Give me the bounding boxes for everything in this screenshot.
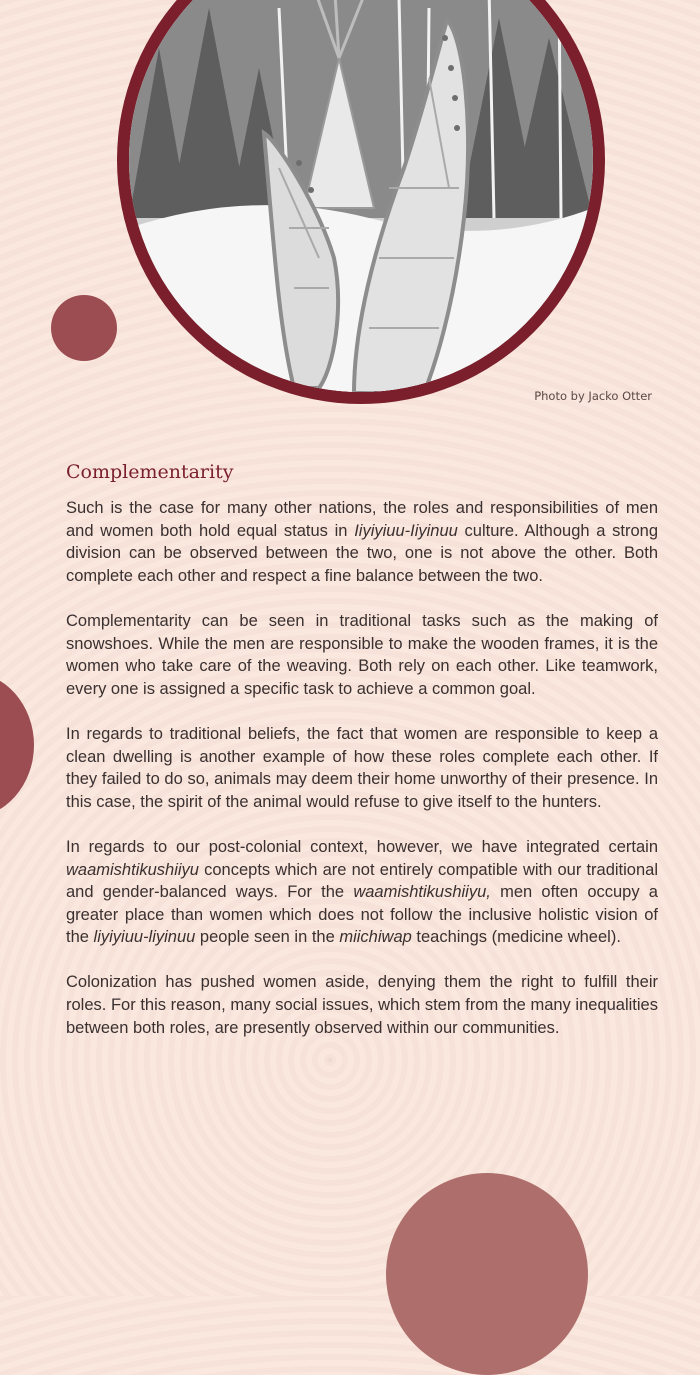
paragraph [66, 971, 658, 1039]
photo-frame [117, 0, 605, 404]
text-run: In regards to our post-colonial context, however, we have integrated certain [66, 837, 658, 856]
text-run: Complementarity can be seen in traditional tasks such as the making of snowshoes. While the men are responsible to make the wooden frames, it is the women who take care of the weaving. Both rely on each other. Like teamwork, every one is assigned a specific task to achieve a common goal. [66, 611, 658, 698]
text-run: concepts which are not entirely compatible with our traditional and gender-balanced ways. For the [66, 860, 658, 902]
section-heading: Complementarity [66, 461, 234, 483]
italic-term: miichiwap [339, 928, 412, 947]
snowshoes-photo [129, 0, 593, 392]
text-run: teachings (medicine wheel). [411, 928, 621, 947]
italic-term: waamishtikushiiyu [66, 860, 199, 879]
text-run: In regards to traditional beliefs, the fact that women are responsible to keep a clean dwelling is another example of how these roles complete each other. If they failed to do so, animals may deem their home unworthy of their presence. In this case, the spirit of the animal would refuse to give itself to the hunters. [66, 724, 658, 811]
paragraph [66, 836, 658, 949]
text-run: men often occupy a greater place than women which does not follow the inclusive holistic vision of the [66, 883, 658, 947]
italic-term: waamishtikushiiyu, [353, 883, 491, 902]
photo-credit: Photo by Jacko Otter [534, 389, 652, 403]
text-run: people seen in the [195, 928, 340, 947]
text-run: culture. Although a strong division can be observed between the two, one is not above the other. Both complete each other and respect a fine balance between the two. [66, 521, 658, 585]
article-body [66, 497, 658, 1062]
italic-term: liyiyiuu-liyinuu [93, 928, 196, 947]
italic-term: Iiyiyiuu-Iiyinuu [354, 521, 458, 540]
text-run: Such is the case for many other nations, the roles and responsibilities of men and women both hold equal status in [66, 499, 658, 540]
decorative-circle-bottom [386, 1173, 588, 1375]
paragraph [66, 723, 658, 813]
paragraph [66, 497, 658, 587]
text-run: Colonization has pushed women aside, denying them the right to fulfill their roles. For this reason, many social issues, which stem from the many inequalities between both roles, are presently observed within our communities. [66, 973, 658, 1037]
paragraph [66, 610, 658, 700]
decorative-circle-left-edge [0, 672, 34, 818]
decorative-circle-top-left [51, 295, 117, 361]
